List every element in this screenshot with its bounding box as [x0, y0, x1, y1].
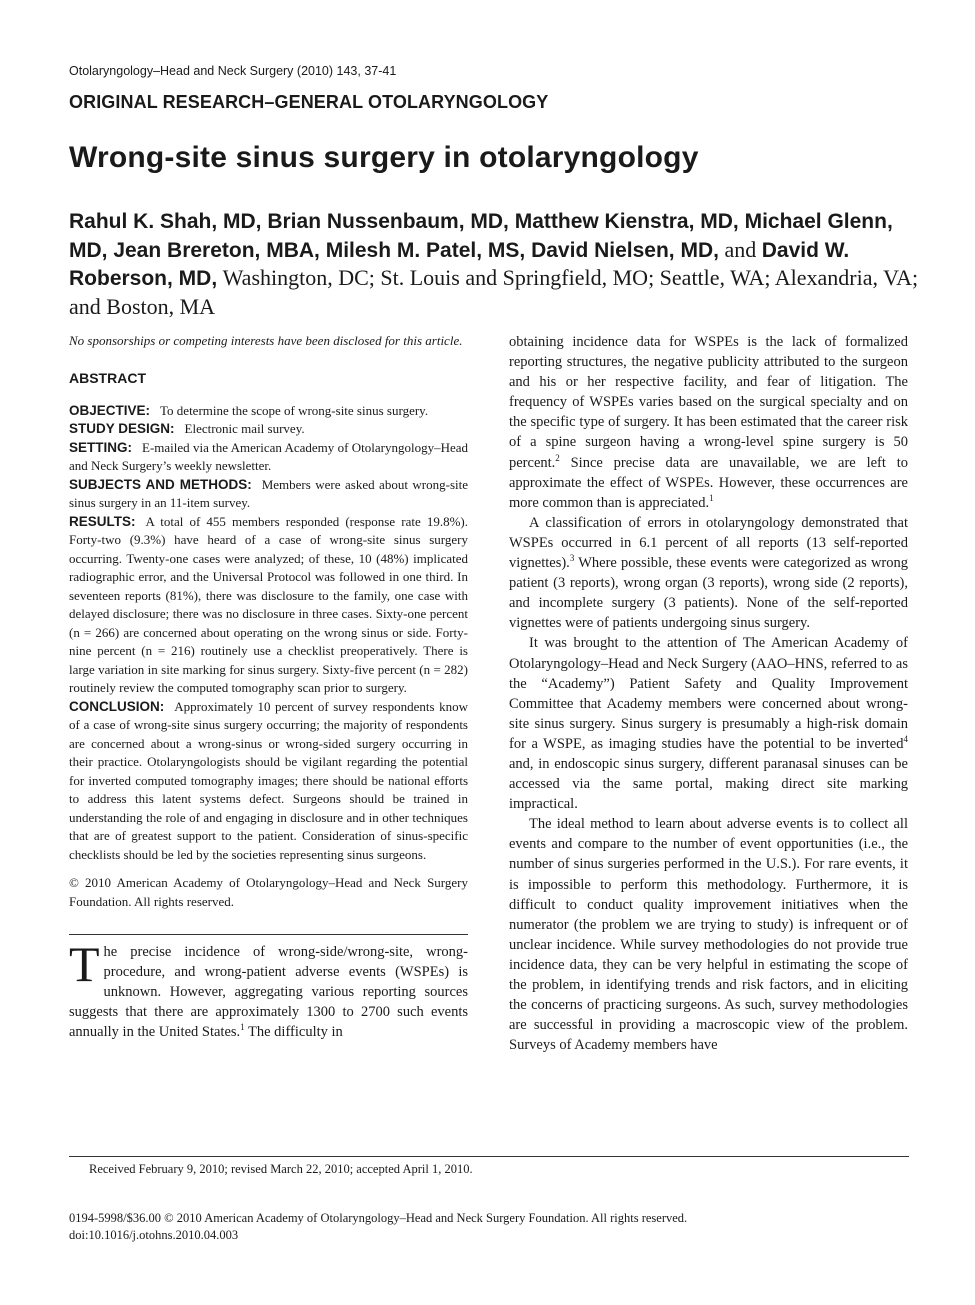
abstract-copyright: © 2010 American Academy of Otolaryngology–Head and Neck Surgery Foundation. All rights reserved.: [69, 875, 468, 909]
author-locations: Washington, DC; St. Louis and Springfield, MO; Seattle, WA; Alexandria, VA; and Boston, MA: [69, 265, 919, 319]
abstract-heading: ABSTRACT: [69, 369, 146, 386]
body-paragraph: [509, 814, 908, 1055]
author-conjunction: and: [724, 236, 757, 262]
left-column: [69, 332, 468, 1042]
abstract-label: RESULTS:: [69, 513, 136, 529]
journal-citation: Otolaryngology–Head and Neck Surgery (2010) 143, 37-41: [69, 64, 397, 78]
paragraph-text: he precise incidence of wrong-side/wrong-site, wrong-procedure, and wrong-patient adverse events (WSPEs) is unknown. However, aggregating various reporting sources suggests that there are approximately 1300 to 2700 such events annually in the United States.: [69, 944, 468, 1041]
paragraph-text: The ideal method to learn about adverse events is to collect all events and compare to the number of event opportunities (i.e., the number of sinus surgeries performed in the U.S.). For rare events, it is impossible to perform this methodology. Furthermore, it is difficult to conduct quality improvement initiatives when the numerator (the problem we are trying to study) is infrequent or of unclear incidence. While survey methodologies do not provide true incidence data, they can be very helpful in estimating the scope of the problem, in identifying trends and risk factors, and in eliciting the concerns of practicing surgeons. As such, survey methodologies are successful in providing a macroscopic view of the problem. Surveys of Academy members have: [509, 816, 908, 1054]
abstract-divider: [69, 934, 468, 935]
body-paragraph: [509, 633, 908, 814]
body-paragraph: [509, 513, 908, 634]
received-dates: Received February 9, 2010; revised March 22, 2010; accepted April 1, 2010.: [89, 1162, 473, 1176]
last-author-name: David W. Roberson, MD,: [69, 238, 850, 290]
reference-marker[interactable]: 3: [569, 553, 575, 564]
reference-marker[interactable]: 4: [903, 733, 908, 744]
abstract-label: OBJECTIVE:: [69, 402, 151, 418]
doi-link[interactable]: doi:10.1016/j.otohns.2010.04.003: [69, 1228, 239, 1242]
reference-marker[interactable]: 1: [709, 492, 714, 503]
abstract-label: CONCLUSION:: [69, 698, 165, 714]
author-names: Rahul K. Shah, MD, Brian Nussenbaum, MD, Matthew Kienstra, MD, Michael Glenn, MD, Jean Brereton, MBA, Milesh M. Patel, MS, David Nielsen, MD,: [69, 210, 893, 262]
paragraph-text: Since precise data are unavailable, we are left to approximate the effect of WSPEs. However, these occurrences are more common than is appreciated.: [509, 454, 908, 511]
reference-marker[interactable]: 2: [555, 452, 560, 463]
abstract-results: [69, 513, 468, 698]
author-list: [69, 207, 919, 320]
abstract-text: A total of 455 members responded (response rate 19.8%). Forty-two (9.3%) have heard of a case of wrong-site sinus surgery occurring. Twenty-one cases were analyzed; of these, 10 (48%) implicated radiographic error, and the Universal Protocol was followed in one third. In seventeen reports (81%), there was disclosure to the family, one case with delayed disclosure; there was no disclosure in three cases. Sixty-one percent (n = 266) are concerned about operating on the wrong sinus or side. Forty-nine percent (n = 216) routinely use a checklist preoperatively. There is large variation in site marking for sinus surgery. Sixty-five percent (n = 282) routinely review the computed tomography scan prior to surgery.: [69, 513, 468, 695]
article-title: Wrong-site sinus surgery in otolaryngology: [69, 141, 699, 174]
intro-paragraph: [69, 936, 468, 1042]
abstract-label: STUDY DESIGN:: [69, 421, 175, 436]
abstract-text: To determine the scope of wrong-site sinus surgery.: [160, 402, 429, 418]
abstract-text: Members were asked about wrong-site sinus surgery in an 11-item survey.: [69, 476, 469, 510]
abstract-label: SETTING:: [69, 439, 132, 455]
body-paragraph: [509, 332, 908, 513]
paragraph-text: A classification of errors in otolaryngology demonstrated that WSPEs occurred in 6.1 percent of all reports (13 self-reported vignettes).: [509, 514, 908, 572]
disclosure-note: No sponsorships or competing interests have been disclosed for this article.: [69, 333, 463, 348]
paragraph-text: It was brought to the attention of The American Academy of Otolaryngology–Head and Neck Surgery (AAO–HNS, referred to as the “Academy”) Patient Safety and Quality Improvement Committee that Academy members were concerned about wrong-site sinus surgery. Sinus surgery is presumably a high-risk domain for a WSPE, as imaging studies have the potential to be inverted: [509, 635, 908, 752]
drop-cap: T: [69, 936, 100, 992]
abstract-text: Electronic mail survey.: [184, 421, 305, 436]
section-label: ORIGINAL RESEARCH–GENERAL OTOLARYNGOLOGY: [69, 92, 549, 112]
footer-divider: [69, 1156, 909, 1157]
paragraph-text: Where possible, these events were categorized as wrong patient (3 reports), wrong organ (3 reports), wrong side (2 reports), and incomplete surgery (3 patients). None of the self-reported vignettes were of patients undergoing sinus surgery.: [509, 555, 908, 632]
abstract-text: Approximately 10 percent of survey respondents know of a case of wrong-site sinus surgery occurring; the majority of respondents are concerned about a wrong-sinus or wrong-sided surgery occurring in their practice. Otolaryngologists should be vigilant regarding the potential for inverted computed tomography images; there should be national efforts to address this latent systems defect. Surgeons should be trained in understanding the role of and engaging in disclosure and in other techniques that are of greatest support to the patient. Consideration of sinus-specific checklists should be led by the societies representing sinus surgeons.: [69, 698, 468, 862]
reference-marker[interactable]: 1: [240, 1022, 245, 1033]
abstract-methods: [69, 476, 468, 513]
abstract-label: SUBJECTS AND METHODS:: [69, 476, 252, 492]
issn-copyright: 0194-5998/$36.00 © 2010 American Academy of Otolaryngology–Head and Neck Surgery Foundation. All rights reserved.: [69, 1211, 688, 1225]
abstract-text: E-mailed via the American Academy of Otolaryngology–Head and Neck Surgery’s weekly newsletter.: [69, 439, 468, 473]
abstract-study-design: [69, 420, 468, 439]
right-column: [509, 332, 908, 1055]
abstract-objective: [69, 402, 468, 421]
paragraph-text: The difficulty in: [244, 1024, 343, 1041]
abstract-setting: [69, 439, 468, 476]
abstract-conclusion: [69, 698, 468, 865]
paragraph-text: obtaining incidence data for WSPEs is the lack of formalized reporting structures, the negative publicity attributed to the surgeon and his or her respective facility, and fear of litigation. The frequency of WSPEs varies based on the surgical specialty and on the specific type of surgery. It has been estimated that the career risk of a spine surgeon having a wrong-level spine surgery is 50 percent.: [509, 334, 908, 471]
paragraph-text: and, in endoscopic sinus surgery, different paranasal sinuses can be accessed via the same portal, making direct site marking impractical.: [509, 755, 908, 813]
